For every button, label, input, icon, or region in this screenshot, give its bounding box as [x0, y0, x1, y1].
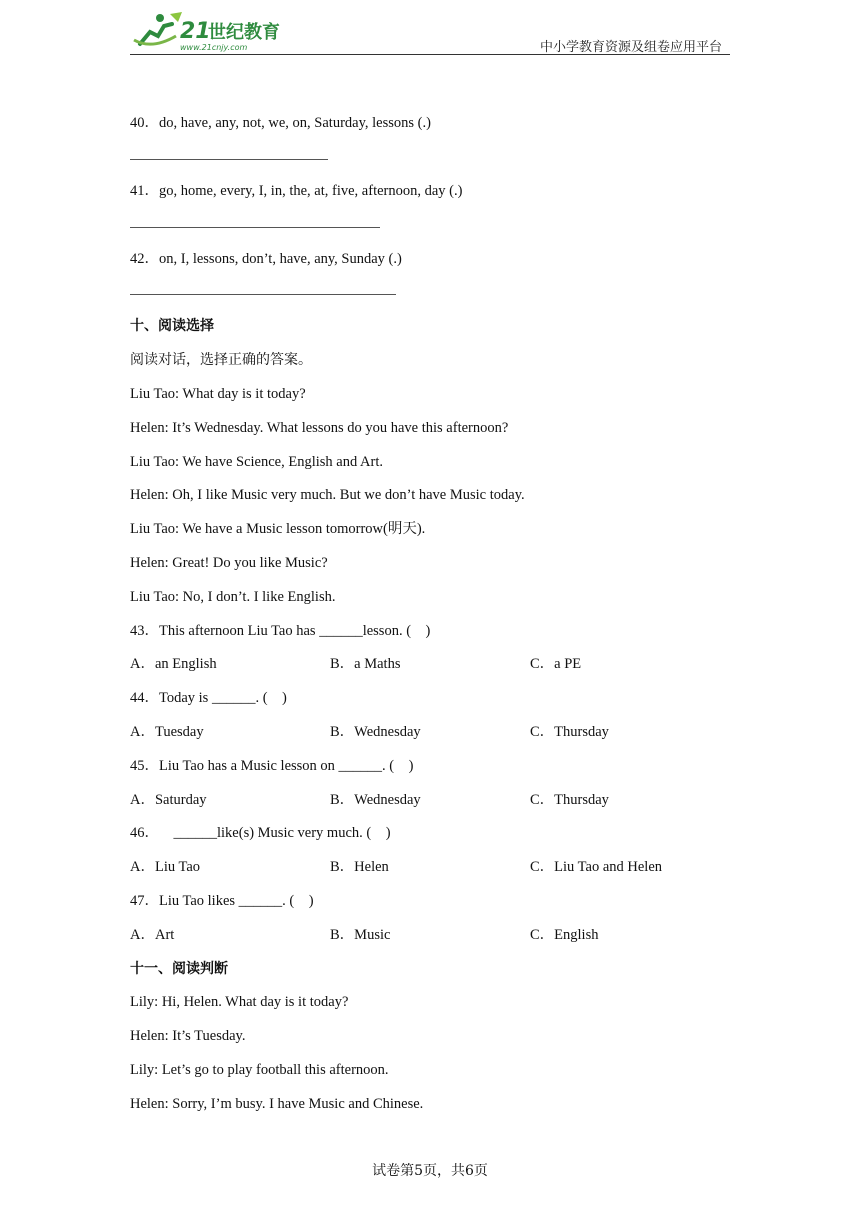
option-c: C．English: [530, 926, 599, 943]
page-header: [130, 8, 730, 55]
options-45: [130, 784, 750, 818]
section-10-title: 十、阅读选择: [130, 318, 214, 335]
dialogue-line: Helen: It’s Tuesday.: [130, 1028, 246, 1045]
dialogue-line: Liu Tao: What day is it today?: [130, 385, 306, 402]
option-b: B．Music: [330, 926, 391, 943]
option-a: A．an English: [130, 656, 217, 673]
dialogue-line: Helen: It’s Wednesday. What lessons do you have this afternoon?: [130, 419, 509, 436]
question-40: 40．do, have, any, not, we, on, Saturday, lessons (.): [130, 115, 431, 131]
dialogue-line: Lily: Let’s go to play football this afternoon.: [130, 1061, 389, 1078]
option-b: B．a Maths: [330, 656, 401, 673]
dialogue-line: Liu Tao: We have a Music lesson tomorrow(明天).: [130, 521, 426, 538]
option-c: C．Thursday: [530, 723, 609, 740]
answer-line-41: [130, 209, 750, 243]
svg-text:21: 21: [180, 19, 211, 44]
dialogue-line: Helen: Sorry, I’m busy. I have Music and Chinese.: [130, 1095, 424, 1112]
options-44: [130, 716, 750, 750]
options-47: [130, 919, 750, 953]
runner-icon: [134, 12, 182, 44]
logo-21cnjy: [130, 10, 300, 52]
section-10-instruction: 阅读对话，选择正确的答案。: [130, 352, 312, 369]
exam-content: [130, 107, 750, 1122]
dialogue-line: Lily: Hi, Helen. What day is it today?: [130, 994, 349, 1011]
option-b: B．Wednesday: [330, 791, 421, 808]
header-platform-text: 中小学教育资源及组卷应用平台: [539, 40, 722, 55]
option-a: A．Liu Tao: [130, 859, 201, 876]
option-a: A．Tuesday: [130, 723, 204, 740]
svg-text:世纪教育: 世纪教育: [208, 22, 280, 43]
section-11-title: 十一、阅读判断: [130, 960, 228, 977]
dialogue-line: Liu Tao: No, I don’t. I like English.: [130, 588, 336, 605]
question-41: 41．go, home, every, I, in, the, at, five, afternoon, day (.): [130, 182, 463, 199]
answer-line-42: [130, 276, 750, 310]
page-footer: 试卷第5页，共6页: [372, 1163, 488, 1179]
question-42: 42．on, I, lessons, don’t, have, any, Sunday (.): [130, 250, 402, 267]
option-b: B．Wednesday: [330, 723, 421, 740]
question-46: 46． ______like(s) Music very much. ( ): [130, 825, 391, 842]
svg-text:www.21cnjy.com: www.21cnjy.com: [180, 43, 248, 52]
option-b: B．Helen: [330, 859, 389, 876]
option-a: A．Saturday: [130, 791, 207, 808]
option-a: A．Art: [130, 926, 175, 943]
question-47: 47．Liu Tao likes ______. ( ): [130, 892, 314, 909]
option-c: C．Thursday: [530, 791, 609, 808]
question-43: 43．This afternoon Liu Tao has ______lesson. ( ): [130, 622, 431, 639]
dialogue-line: Liu Tao: We have Science, English and Art.: [130, 453, 383, 470]
question-44: 44．Today is ______. ( ): [130, 690, 287, 707]
option-c: C．Liu Tao and Helen: [530, 859, 663, 876]
options-46: [130, 851, 750, 885]
answer-line-40: [130, 141, 750, 175]
options-43: [130, 648, 750, 682]
dialogue-line: Helen: Great! Do you like Music?: [130, 554, 328, 571]
question-45: 45．Liu Tao has a Music lesson on ______. ( ): [130, 757, 414, 774]
dialogue-line: Helen: Oh, I like Music very much. But we don’t have Music today.: [130, 487, 525, 504]
option-c: C．a PE: [530, 656, 582, 673]
